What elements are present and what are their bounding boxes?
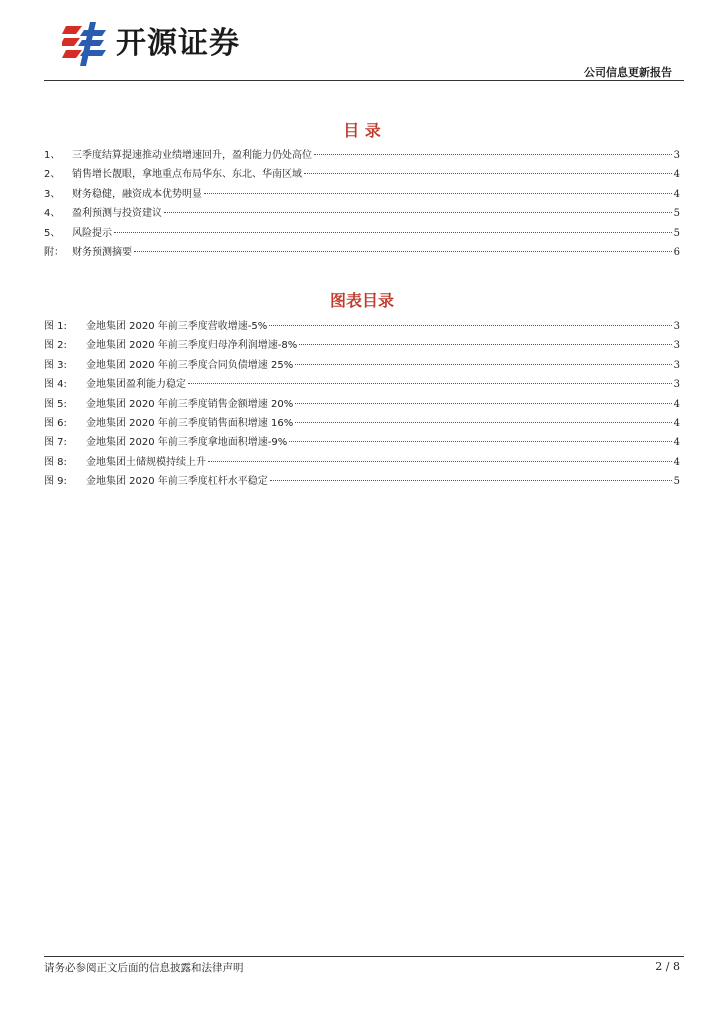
toc-title: 目 录 — [343, 121, 381, 140]
toc-item-page: 3 — [673, 150, 680, 161]
toc-item[interactable] — [44, 243, 680, 262]
figure-item-page: 4 — [673, 398, 680, 410]
toc-item-label: 盈利预测与投资建议 — [72, 208, 162, 220]
toc-item-page: 4 — [673, 169, 680, 181]
figure-item-label: 金地集团 2020 年前三季度拿地面积增速-9% — [86, 437, 288, 449]
figure-item[interactable] — [44, 356, 680, 375]
figure-item-label: 金地集团 2020 年前三季度销售金额增速 20% — [86, 398, 294, 410]
figure-item-number: 图 2: — [44, 340, 67, 352]
figure-item-label: 金地集团土储规模持续上升 — [86, 456, 206, 468]
toc-item-label: 财务预测摘要 — [72, 246, 132, 258]
leader-dots — [164, 212, 672, 213]
leader-dots — [299, 344, 671, 345]
figure-item-label: 金地集团 2020 年前三季度杠杆水平稳定 — [86, 476, 268, 488]
footer-divider — [44, 956, 684, 957]
toc-list — [44, 146, 680, 262]
figure-item[interactable] — [44, 375, 680, 394]
leader-dots — [208, 461, 672, 462]
figures-list — [44, 317, 680, 492]
figure-item-label: 金地集团 2020 年前三季度营收增速-5% — [86, 321, 268, 332]
toc-item-page: 4 — [673, 188, 680, 200]
logo-text: 开源证券 — [116, 26, 240, 61]
figure-item-number: 图 8: — [44, 456, 67, 468]
figure-item-page: 4 — [673, 437, 680, 449]
figure-item-number: 图 9: — [44, 476, 67, 488]
toc-item[interactable] — [44, 224, 680, 243]
figure-item-number: 图 3: — [44, 359, 67, 371]
report-type: 公司信息更新报告 — [584, 66, 672, 79]
leader-dots — [269, 325, 671, 326]
toc-item[interactable] — [44, 204, 680, 223]
page-number: 2 / 8 — [655, 960, 680, 973]
figure-item-page: 4 — [673, 456, 680, 468]
toc-item-number: 5、 — [44, 227, 61, 239]
figure-item-page: 5 — [673, 476, 680, 488]
leader-dots — [134, 251, 672, 252]
leader-dots — [295, 403, 671, 404]
leader-dots — [270, 480, 672, 481]
figure-item[interactable] — [44, 453, 680, 472]
leader-dots — [188, 383, 672, 384]
toc-item-number: 1、 — [44, 150, 61, 161]
figure-item[interactable] — [44, 336, 680, 355]
footer-disclaimer: 请务必参阅正文后面的信息披露和法律声明 — [44, 962, 244, 974]
page-header — [0, 0, 724, 82]
toc-item-number: 4、 — [44, 208, 61, 220]
toc-item-number: 2、 — [44, 169, 61, 181]
figure-item-page: 3 — [673, 340, 680, 352]
figure-item-number: 图 4: — [44, 379, 67, 391]
figure-item-number: 图 1: — [44, 321, 67, 332]
figure-item-page: 3 — [673, 321, 680, 332]
figure-item-label: 金地集团 2020 年前三季度归母净利润增速-8% — [86, 340, 298, 352]
leader-dots — [295, 364, 671, 365]
figure-item-number: 图 7: — [44, 437, 67, 449]
figure-item[interactable] — [44, 414, 680, 433]
figure-item-number: 图 5: — [44, 398, 67, 410]
toc-item[interactable] — [44, 185, 680, 204]
figure-item[interactable] — [44, 433, 680, 452]
figure-item-page: 3 — [673, 379, 680, 391]
toc-item-label: 风险提示 — [72, 227, 112, 239]
leader-dots — [295, 422, 671, 423]
figure-item[interactable] — [44, 317, 680, 336]
figure-item-number: 图 6: — [44, 417, 67, 429]
leader-dots — [204, 193, 672, 194]
toc-item[interactable] — [44, 165, 680, 184]
toc-item-page: 6 — [673, 246, 680, 258]
toc-item-label: 财务稳健，融资成本优势明显 — [72, 188, 202, 200]
leader-dots — [314, 154, 672, 155]
logo-mark-icon — [62, 22, 108, 66]
figure-item-page: 4 — [673, 417, 680, 429]
figure-item-page: 3 — [673, 359, 680, 371]
toc-item-page: 5 — [673, 208, 680, 220]
toc-item-label: 销售增长靓眼，拿地重点布局华东、东北、华南区域 — [72, 169, 302, 181]
header-divider — [44, 80, 684, 81]
toc-item-number: 3、 — [44, 188, 61, 200]
figure-item[interactable] — [44, 395, 680, 414]
toc-item-page: 5 — [673, 227, 680, 239]
leader-dots — [304, 173, 672, 174]
toc-item-label: 三季度结算提速推动业绩增速回升，盈利能力仍处高位 — [72, 150, 312, 161]
leader-dots — [289, 441, 671, 442]
figure-item-label: 金地集团 2020 年前三季度销售面积增速 16% — [86, 417, 294, 429]
figure-item[interactable] — [44, 472, 680, 491]
figures-title: 图表目录 — [329, 291, 394, 310]
figure-item-label: 金地集团 2020 年前三季度合同负债增速 25% — [86, 359, 294, 371]
toc-item[interactable] — [44, 146, 680, 165]
leader-dots — [114, 232, 672, 233]
figure-item-label: 金地集团盈利能力稳定 — [86, 379, 186, 391]
company-logo — [62, 22, 240, 66]
toc-item-number: 附： — [44, 246, 64, 258]
